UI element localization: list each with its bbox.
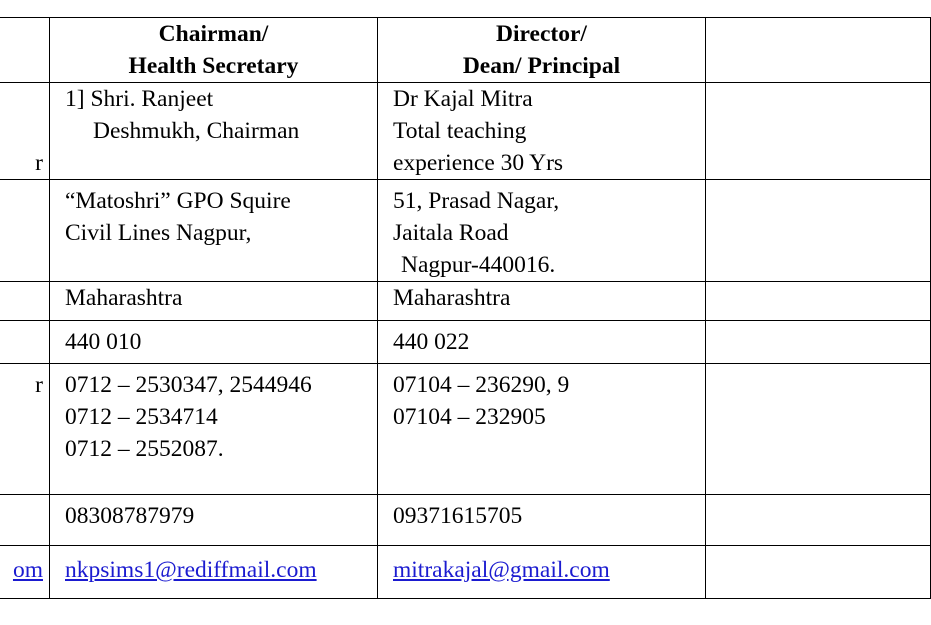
chairman-address-cell: [50, 180, 378, 282]
table-row-email: [0, 546, 931, 599]
contact-details-table: [0, 17, 931, 599]
director-address-line-2: Jaitala Road: [393, 220, 509, 246]
chairman-state-cell: Maharashtra: [50, 282, 378, 321]
director-email-cell: [378, 546, 706, 599]
director-pin: 440 022: [393, 329, 470, 355]
table-row-name: [0, 83, 931, 180]
director-mobile: 09371615705: [393, 503, 523, 529]
director-phone-cell: [378, 364, 706, 495]
header-cell-left: [0, 18, 50, 83]
director-mobile-cell: [378, 495, 706, 546]
row-name-label-fragment: r: [35, 150, 43, 176]
chairman-email-link[interactable]: nkpsims1@rediffmail.com: [65, 557, 317, 583]
director-name-line-2: Total teaching: [393, 118, 527, 144]
header-chairman-line-2: Health Secretary: [128, 53, 299, 79]
chairman-mobile-cell: [50, 495, 378, 546]
director-state-cell: Maharashtra: [378, 282, 706, 321]
director-address-line-3: Nagpur-440016.: [401, 252, 556, 278]
row-phone-label-fragment: r: [35, 372, 43, 398]
header-director-line-2: Dean/ Principal: [462, 53, 621, 79]
row-phone-label-cell: [0, 364, 50, 495]
email-link-fragment[interactable]: om: [12, 557, 43, 583]
director-pin-cell: [378, 321, 706, 364]
chairman-phone-line-3: 0712 – 2552087.: [65, 436, 224, 462]
chairman-pin-cell: [50, 321, 378, 364]
chairman-pin: 440 010: [65, 329, 142, 355]
chairman-address-line-2: Civil Lines Nagpur,: [65, 220, 252, 246]
chairman-address-line-1: “Matoshri” GPO Squire: [65, 188, 291, 214]
director-name-cell: [378, 83, 706, 180]
header-cell-right: [706, 18, 931, 83]
chairman-mobile: 08308787979: [65, 503, 195, 529]
table-row-pin: [0, 321, 931, 364]
table-row-mobile: [0, 495, 931, 546]
table-row-phone: [0, 364, 931, 495]
header-director: [378, 18, 706, 83]
director-phone-line-2: 07104 – 232905: [393, 404, 546, 430]
table-row-state: [0, 282, 931, 321]
header-chairman-line-1: Chairman/: [158, 21, 269, 47]
director-phone-line-1: 07104 – 236290, 9: [393, 372, 570, 398]
director-address-cell: [378, 180, 706, 282]
chairman-phone-cell: [50, 364, 378, 495]
chairman-email-cell: [50, 546, 378, 599]
table-header-row: [0, 18, 931, 83]
header-director-line-1: Director/: [496, 21, 587, 47]
header-chairman: [50, 18, 378, 83]
chairman-phone-line-2: 0712 – 2534714: [65, 404, 218, 430]
row-name-label-cell: [0, 83, 50, 180]
director-name-line-1: Dr Kajal Mitra: [393, 86, 533, 112]
chairman-phone-line-1: 0712 – 2530347, 2544946: [65, 372, 312, 398]
chairman-name-line-1: 1] Shri. Ranjeet: [65, 86, 214, 112]
table-row-address: [0, 180, 931, 282]
director-name-line-3: experience 30 Yrs: [393, 150, 564, 176]
director-email-link[interactable]: mitrakajal@gmail.com: [393, 557, 610, 583]
director-address-line-1: 51, Prasad Nagar,: [393, 188, 560, 214]
chairman-name-line-2: Deshmukh, Chairman: [93, 118, 300, 144]
chairman-name-cell: [50, 83, 378, 180]
row-email-label-cell: [0, 546, 50, 599]
